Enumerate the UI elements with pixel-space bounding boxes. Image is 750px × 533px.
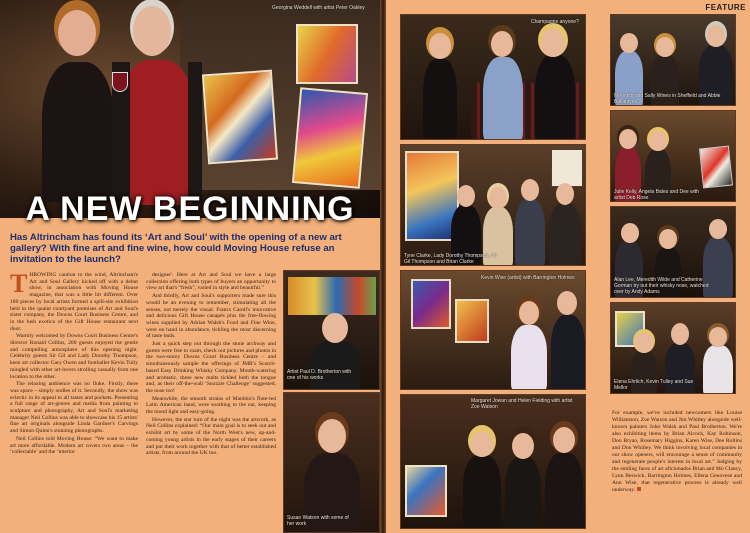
woman-head — [659, 229, 677, 249]
photo-wines — [610, 14, 736, 106]
photo-artist — [283, 270, 380, 390]
artist-figure — [310, 341, 360, 390]
end-mark-icon — [637, 487, 641, 491]
woman-head — [429, 33, 451, 59]
paragraph: HROWING caution to the wind, Altrincham's Art and Soul Gallery kicked off with a debut show, in association with Moving House magazine, that was a little bit different. Over 180 pieces by local artists formed a spill-site exhibition held in the quaint courtyard premises of Art and Soul's sister company, the Downs Court Business Centre, and in the lush exotica of the Gift House restaurant next door. — [10, 272, 138, 332]
woman-head — [635, 333, 653, 353]
closing-text: For example, we've included newcomers like Louise Williamson, Zoe Watson and Jim Whitley alongside well-known painters John Walsh and Paul Brotherton. We're also exhibiting items by Brian Alcock, Kay Robinson, Don Bryan, Rosemary Higgins, Karen Wise, Dee Rollins and Don Whitley. We think involving local companies in our show openers, will encourage a sense of community and regenerate people's interest in local art.” Judging by the smiling faces of art aficionados Brian and Mo Clancy, Lynn Beswick, Barrington Holmes, Ellena Genovese and Ann Wise, that regenerative process is already well underway. — [612, 410, 742, 493]
man-head — [556, 183, 574, 205]
painting — [411, 279, 451, 329]
woman-head — [619, 129, 637, 149]
woman-figure — [545, 453, 583, 529]
photo-elena — [610, 302, 736, 394]
right-page — [386, 0, 750, 533]
caption-thompson: Tyne Clarke, Lady Dorothy Thompson, Sir Gil Thompson and Brian Clarke — [404, 253, 498, 265]
painting — [455, 299, 489, 343]
hero-photo — [0, 0, 380, 218]
woman-head — [553, 427, 575, 453]
man-head — [457, 185, 475, 207]
paragraph: And thirdly, Art and Soul's supporters made sure this would be an evening to remember, stimulating all the senses, not merely the visual. Francs Caroll's innovative and delicious Gift House canapés plus the free-flowing wines supplied by Adrian Walsh's Food and Fine Wine, were on hand in abundance, tickling the most discerning of taste buds. — [146, 293, 276, 340]
photo-shirt — [283, 392, 380, 533]
abstract-painting-3 — [296, 24, 358, 84]
woman-figure — [42, 62, 114, 202]
man-figure — [515, 199, 545, 266]
man-head — [671, 323, 689, 345]
abstract-painting-2 — [292, 87, 368, 189]
woman-figure — [511, 325, 547, 390]
man-head — [709, 219, 727, 239]
man-figure — [551, 315, 585, 390]
page-title: A NEW BEGINNING — [25, 190, 355, 228]
painting — [699, 146, 733, 189]
caption-artist: Artist Paul D. Brotherton with one of his works — [287, 369, 352, 381]
paragraph: Meanwhile, the smooth strains of Manbito's flute-led Latin American band, were soothing to the ear, keeping the mood light and easy-going. — [146, 395, 276, 416]
woman-head — [541, 29, 565, 57]
woman-figure — [463, 455, 501, 529]
section-tag: FEATURE — [705, 3, 746, 12]
man-head — [521, 179, 539, 201]
article-column-1 — [10, 272, 138, 527]
closing-paragraph — [612, 410, 742, 494]
woman-head — [318, 419, 346, 453]
woman-head — [656, 37, 674, 57]
man-head — [133, 6, 171, 56]
man-head — [620, 33, 638, 53]
man-head — [621, 223, 639, 243]
painting — [288, 277, 376, 315]
paragraph: However, the star turn of the night was the artwork, as Neil Collins explained: “Our main goal is to seek out and exhibit art by some of the North West's new, up-and-coming young artists in the early stages of their careers and put their work together with that of better established artists, from around the UK too. — [146, 416, 276, 457]
paragraph: Just a quick step out through the stone archway and guests were free to roam, check out pictures and photos in the two-storey Downs Court Business Centre – and simultaneously sample the offerings of JMR's Scotch-based Easy Drinking Whisky Company. Mouth-watering and aromatic, these new malts tickled both the tongue and, as their off-the-wall ‘Snozzle Challenge’ suggested, the nose too! — [146, 341, 276, 394]
paragraph: Neil Collins told Moving House: “We want to make art more affordable. Modern art covers two areas – the ‘collectable’ and the ‘interior — [10, 435, 138, 456]
woman-head — [512, 433, 534, 459]
paragraph: Warmly welcomed by Downs Court Business Centre's director Ronald Collins, 200 guests enjoyed the gentle and compelling atmosphere of this opening night. Celebrity guests Sir Gil and Lady Dorothy Thompson, keen art collector Gary Owen and footballer Kevin Tully mingled with other art-lovers strolling casually from one location to the other. — [10, 333, 138, 380]
woman-head — [519, 301, 539, 325]
caption-wines: Meredith and Sally Wines in Sheffield and Abbie Ballantyne — [614, 93, 721, 105]
woman-figure — [423, 59, 457, 140]
woman-figure — [483, 57, 523, 140]
caption-champagne: Champagne anyone? — [531, 19, 579, 25]
woman-head — [649, 131, 667, 151]
photo-champagne — [400, 14, 586, 140]
paragraph: The relaxing ambience was no fluke. Firstly, there was space – simply oodles of it. Secondly, the show was eclectic in its appeal to all tastes and pockets. Presenting a full range of art-genres and media from painting to sculpture and photography, Art and Soul's marketing manager Neil Collins was able to showcase his 15 artists' fine art originals alongside Linda Gardner's Carvings and Simon Quinn's stunning photographs. — [10, 381, 138, 435]
caption-shirt: Susan Watson with some of her work — [287, 515, 349, 527]
man-head — [557, 291, 577, 315]
man-jacket — [188, 62, 202, 202]
photo-julie — [610, 110, 736, 202]
man-head — [707, 25, 725, 47]
woman-head — [471, 431, 493, 457]
framed-print — [551, 149, 583, 187]
caption-margaret: Margaret Jowan and Helen Fielding with artist Zoe Watson — [471, 398, 573, 410]
paragraph: designer'. Here at Art and Soul we have a large collection offering both types of buyers an opportunity to view art that's “fresh”, varied in style and beautiful.” — [146, 272, 276, 292]
woman-figure — [505, 457, 541, 529]
photo-alan — [610, 206, 736, 298]
photo-thompson — [400, 144, 586, 266]
hero-caption: Georgina Weddell with artist Peter Oakley — [272, 5, 365, 11]
woman-figure — [535, 55, 575, 140]
caption-elena: Elena Ehrlich, Kevin Tulley and Sue Mellor — [614, 379, 694, 391]
artist-head — [322, 313, 348, 343]
article-column-2 — [146, 272, 276, 527]
photo-margaret — [400, 394, 586, 529]
woman-head — [709, 327, 727, 347]
caption-alan: Alan Lee, Meredith Wilde and Catherine Gorman try out their whisky nose, watched over by Andy Adams — [614, 277, 709, 295]
woman-figure — [703, 345, 733, 394]
woman-head — [489, 187, 507, 209]
painting — [405, 465, 447, 517]
photo-kevin — [400, 270, 586, 390]
dropcap: T — [10, 272, 28, 298]
standfirst: Has Altrincham has found its ‘Art and Soul’ with the opening of a new art gallery? With fine art and fine wine, how could Moving House refuse an invitation to the launch? — [10, 232, 342, 265]
woman-head — [58, 10, 96, 56]
caption-julie: Julie Kelly, Angela Bates and Dee with artist Deb Rose — [614, 189, 699, 201]
caption-kevin: Kevin Wise (artist) with Barrington Holmes — [481, 275, 575, 281]
wine-glass-icon — [112, 72, 128, 92]
woman-head — [491, 31, 513, 57]
abstract-painting-1 — [202, 70, 278, 165]
man-figure — [549, 203, 581, 266]
